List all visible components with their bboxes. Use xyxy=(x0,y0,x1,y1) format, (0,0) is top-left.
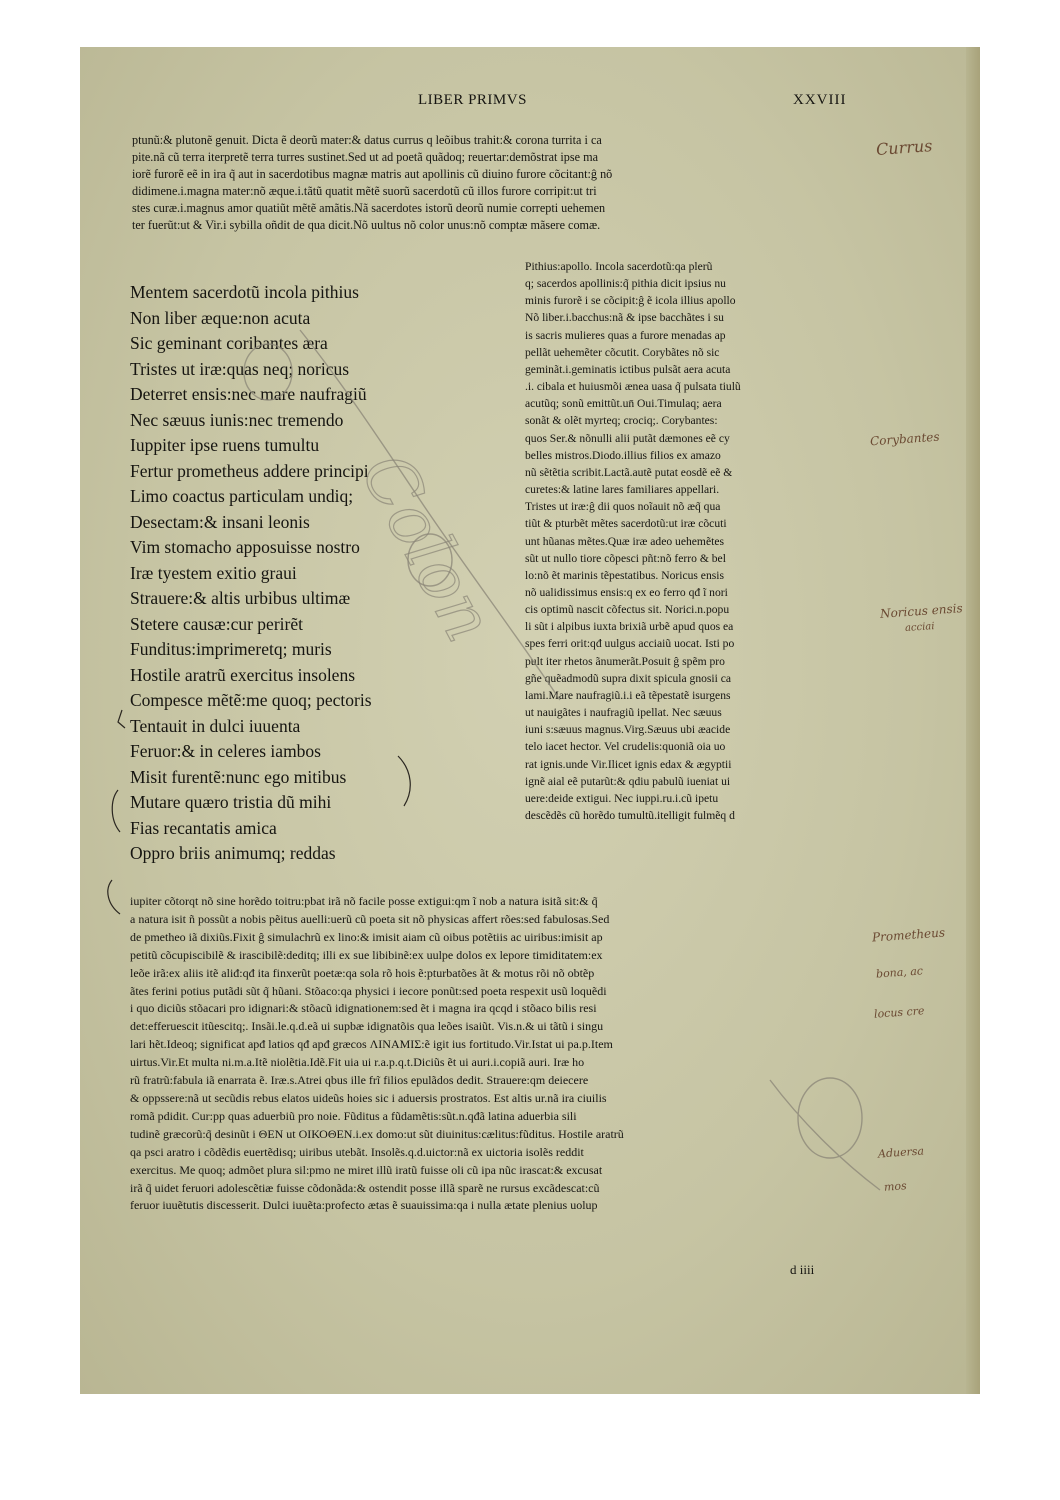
verse-line: Nec sæuus iunis:nec tremendo xyxy=(130,409,344,430)
commentary-line: det:efferuescit itũescitq;. Insãi.le.q.d.eã ui supbæ idignatõis qua leões isaiũt. Vis.n.& ui tãtũ i singu xyxy=(130,1019,604,1034)
commentary-line: sũt ut nullo tiore cõpesci pñt:nõ ferro & bel xyxy=(525,551,726,565)
commentary-line: geminãt.i.geminatis ictibus pulsãt aera acuta xyxy=(525,362,731,376)
commentary-line: ptunũ:& plutonẽ genuit. Dicta ẽ deorũ mater:& datus currus q leõibus trahit:& corona turrita i ca xyxy=(132,133,602,147)
commentary-line: a natura isit ñ possũt a nobis pẽitus auelli:uerũ cũ poeta sit nõ physicas affert rões:sed fabulosas.Sed xyxy=(130,911,610,926)
verse-line: Fias recantatis amica xyxy=(130,817,277,838)
marginal-note: Noricus ensis xyxy=(879,601,964,621)
running-head: LIBER PRIMVS xyxy=(418,92,527,108)
verse-line: Fertur prometheus addere principi xyxy=(130,460,369,481)
verse-line: Tentauit in dulci iuuenta xyxy=(130,715,301,736)
commentary-line: irã q̃ uidet feruori adolescẽtiæ fuisse cõdonãda:& ostendit posse illã sparẽ ne rursus excãdescat:cũ xyxy=(130,1180,600,1195)
top-commentary xyxy=(132,132,872,234)
verse-line: Deterret ensis:nec mare naufragiũ xyxy=(130,384,367,404)
commentary-line: lo:nõ ẽt marinis tẽpestatibus. Noricus ensis xyxy=(525,568,724,582)
commentary-line: pult iter rhetos ãnumerãt.Posuit ĝ spẽm pro xyxy=(525,654,725,668)
verse-line: Hostile aratrũ exercitus insolens xyxy=(130,664,356,685)
verse-line: Feruor:& in celeres iambos xyxy=(130,741,321,761)
verse-line: Sic geminant coribantes æra xyxy=(130,333,328,353)
folio-number: XXVIII xyxy=(793,92,847,108)
commentary-line: li sũt i alpibus iuxta brixiã urbẽ apud quos ea xyxy=(525,620,734,634)
commentary-line: leõe irã:ex aliis itẽ aliđ:qđ ita finxerũt poetæ:qa sola rõ hois ẽ:pturbatões ãt & motus rõi nõ obtẽp xyxy=(130,965,595,980)
verse-line: Iræ tyestem exitio graui xyxy=(130,562,297,583)
commentary-line: iuni s:sæuus magnus.Virg.Sæuus ubi æacide xyxy=(525,723,731,737)
commentary-line: Pithius:apollo. Incola sacerdotũ:qa plerũ xyxy=(525,260,713,273)
commentary-line: minis furorẽ i se cõcipit:ĝ ẽ icola illius apollo xyxy=(525,294,736,308)
commentary-line: nõ ualidissimus ensis:q ex eo ferro qđ ĩ nori xyxy=(525,585,728,599)
marginal-note: bona, ac xyxy=(875,964,924,981)
verse-line: Limo coactus particulam undiq; xyxy=(130,486,354,506)
commentary-line: de pmetheo iã dixiũs.Fixit ĝ simulachrũ ex lino:& imisit aiam cũ oibus potẽtiis ac uiribus:imisit ap xyxy=(130,929,603,944)
marginal-note: Prometheus xyxy=(871,925,946,945)
commentary-line: ignẽ aial eẽ putarũt:& qdiu pabulũ iueniat ui xyxy=(525,774,731,788)
commentary-line: i quo diciũs stõacari pro idignari:& stõacũ idignationem:sed ẽt i magna ira qcqd i stõaco bilis resi xyxy=(130,1001,597,1016)
commentary-line: iupiter cõtorqt nõ sine horẽdo toitru:pbat irã nõ facile posse extigui:qm ĩ nob a natura isitã sit:& q̃ xyxy=(130,894,598,908)
commentary-line: didimene.i.magna mater:nõ æque.i.tãtũ quatit mẽtẽ suorũ sacerdotũ cũ illos furore corripit:ut tri xyxy=(132,184,597,198)
commentary-line: curetes:& latine lares familiares appellari. xyxy=(525,483,720,497)
commentary-line: cis optimũ nascit cõfectus sit. Norici.n.popu xyxy=(525,603,730,617)
commentary-line: lami.Mare naufragiũ.i.i eã tẽpestatẽ isurgens xyxy=(525,688,731,702)
bottom-commentary xyxy=(130,893,870,1215)
commentary-line: lari hẽt.Ideoq; significat apđ latios qđ apđ græcos ΛΙΝΑΜΙΣ:ẽ igit ius fortitudo.Vir.Istat ui pa.p.Item xyxy=(130,1037,613,1052)
commentary-line: telo iacet hector. Vel crudelis:quoniã oia uo xyxy=(525,740,726,754)
verse-line: Iuppiter ipse ruens tumultu xyxy=(130,435,320,455)
commentary-line: qa psci aratro i cõdẽdis euertẽdisq; uiribus utebãt. Insolẽs.q.d.uictor:nã ex uictoria isolẽs reddit xyxy=(130,1144,584,1159)
marginal-note: Currus xyxy=(875,136,933,159)
verse-line: Desectam:& insani leonis xyxy=(130,511,310,532)
commentary-line: ut nauigãtes i naufragiũ ipellat. Nec sæuus xyxy=(525,706,722,720)
commentary-line: nũ sẽtẽtia scribit.Lactã.autẽ putat eosdẽ eẽ & xyxy=(525,465,733,479)
verse-line: Strauere:& altis urbibus ultimæ xyxy=(130,588,351,608)
verse-line: Oppro briis animumq; reddas xyxy=(130,843,336,863)
commentary-line: petitũ cõcupiscibilẽ & irascibilẽ:deditq; illi ex sue libibinẽ:ex uulpe dolos ex lepore timiditatem:ex xyxy=(130,947,603,962)
verse-line: Non liber æque:non acuta xyxy=(130,307,311,328)
commentary-line: is sacris mulieres quas a furore menadas ap xyxy=(525,328,726,342)
commentary-line: iorẽ furorẽ eẽ in ira q̃ aut in sacerdotibus magnæ matris aut apollinis cũ diuino furore cõcitant:ĝ nõ xyxy=(132,167,613,181)
poem-text xyxy=(130,280,372,867)
commentary-line: unt hũanas mẽtes.Quæ iræ adeo uehemẽtes xyxy=(525,534,724,548)
verse-line: Stetere causæ:cur perirẽt xyxy=(130,613,303,634)
side-commentary xyxy=(525,258,865,824)
commentary-line: ãtes ferini potius putãdi sũt q̃ hũani. Stõaco:qa physici i iecore ponũt:sed poeta respexit usũ loquẽdi xyxy=(130,983,607,998)
signature-mark: d iiii xyxy=(790,1262,815,1277)
commentary-line: .i. cibala et huiusmõi ænea uasa q̃ pulsata tiulũ xyxy=(525,380,741,394)
commentary-line: acutũq; sonũ emittũt.un̄ Oui.Timulaq; aera xyxy=(525,397,722,411)
commentary-line: pellãt uehemẽter cõcutit. Corybãtes nõ sic xyxy=(525,345,720,359)
marginal-note: mos xyxy=(883,1179,908,1194)
verse-line: Tristes ut iræ:quas neq; noricus xyxy=(130,358,350,379)
marginal-note: acciai xyxy=(904,620,935,635)
commentary-line: gñe quẽadmodũ supra dixit spicula gnosii ca xyxy=(525,671,732,685)
verse-line: Vim stomacho apposuisse nostro xyxy=(130,537,360,557)
marginal-note: Aduersa xyxy=(877,1144,925,1161)
commentary-line: & oppssere:nã ut secũdis rebus elatos uideũs hoies sic i aduersis prostratos. Est altis ur.nã ira ciuilis xyxy=(130,1090,607,1105)
commentary-line: sonãt & olẽt myrteq; crociq;. Corybantes: xyxy=(525,414,718,428)
verse-line: Mentem sacerdotũ incola pithius xyxy=(130,282,359,302)
verse-line: Misit furentẽ:nunc ego mitibus xyxy=(130,766,347,787)
commentary-line: romã pdidit. Cur:pp quas aduerbiũ pro noie. Fũditus a fũdamẽtis:sũt.n.qđã latina aduerbia sili xyxy=(130,1108,577,1123)
commentary-line: Nõ liber.i.bacchus:nã & ipse bacchãtes i su xyxy=(525,311,724,325)
commentary-line: belles mistros.Diodo.illius filios ex amazo xyxy=(525,448,721,462)
verse-line: Compesce mẽtẽ:me quoq; pectoris xyxy=(130,690,372,710)
commentary-line: uirtus.Vir.Et multa ni.m.a.Itẽ niolẽtia.Idẽ.Fit uia ui r.a.p.q.t.Diciũs ẽt ui auri.i.copiã auri. Iræ ho xyxy=(130,1055,585,1070)
stamp-text: Colon xyxy=(344,440,509,655)
page-edge-shadow xyxy=(966,47,980,1394)
marginal-note: Corybantes xyxy=(869,429,940,449)
commentary-line: Tristes ut iræ:ĝ dii quos noĩauit nõ æq̃ qua xyxy=(525,500,721,514)
commentary-line: exercitus. Me quoq; admõet plura sil:pmo ne miret illũ iratũ fuisse oli cũ ipa nũc irascat:& excusat xyxy=(130,1162,603,1177)
commentary-line: uere:deide extigui. Nec iuppi.ru.i.cũ ipetu xyxy=(525,791,719,805)
commentary-line: rũ fratrũ:fabula iã enarrata ẽ. Iræ.s.Atrei qbus ille frĩ filios epulãdos dedit. Strauere:qm deiecere xyxy=(130,1073,589,1088)
commentary-line: spes ferri orit:qđ uulgus acciaiũ uocat. Isti po xyxy=(525,637,735,651)
commentary-line: rat ignis.unde Vir.Ilicet ignis edax & ægyptii xyxy=(525,757,732,771)
commentary-line: descẽdẽs cũ horẽdo tumultũ.itelligit fulmẽq d xyxy=(525,809,735,822)
commentary-line: pite.nã cũ terra iterpretẽ terra turres sustinet.Sed ut ad poetã quãdoq; reuertar:demõstrat ipse ma xyxy=(132,150,598,164)
commentary-line: feruor iuuẽtutis discesserit. Dulci iuuẽta:profecto ætas ẽ suauissima:qa i nulla ætate plenius uolup xyxy=(130,1198,598,1213)
commentary-line: tudinẽ græcorũ:q̃ desinũt i ΘΕΝ ut ΟΙΚΟΘΕΝ.i.ex domo:ut sũt diuinitus:cælitus:fũditus. Hostile aratrũ xyxy=(130,1126,624,1141)
commentary-line: quos Ser.& nõnulli alii putãt dæmones eẽ cy xyxy=(525,431,730,445)
verse-line: Mutare quæro tristia dũ mihi xyxy=(130,792,332,812)
marginal-note: locus cre xyxy=(873,1004,925,1021)
commentary-line: tiũt & pturbẽt mẽtes sacerdotũ:ut iræ cõcuti xyxy=(525,517,727,531)
commentary-line: ter fuerũt:ut & Vir.i sybilla oñdit de qua dicit.Nõ uultus nõ color unus:nõ comptæ mãsere comæ. xyxy=(132,218,601,232)
verse-line: Funditus:imprimeretq; muris xyxy=(130,639,332,659)
commentary-line: stes curæ.i.magnus amor quatiũt mẽtẽ amãtis.Nã sacerdotes istorũ deorũ numie correpti uehemen xyxy=(132,201,606,215)
commentary-line: q; sacerdos apollinis:q̃ pithia dicit ipsius nu xyxy=(525,277,726,291)
